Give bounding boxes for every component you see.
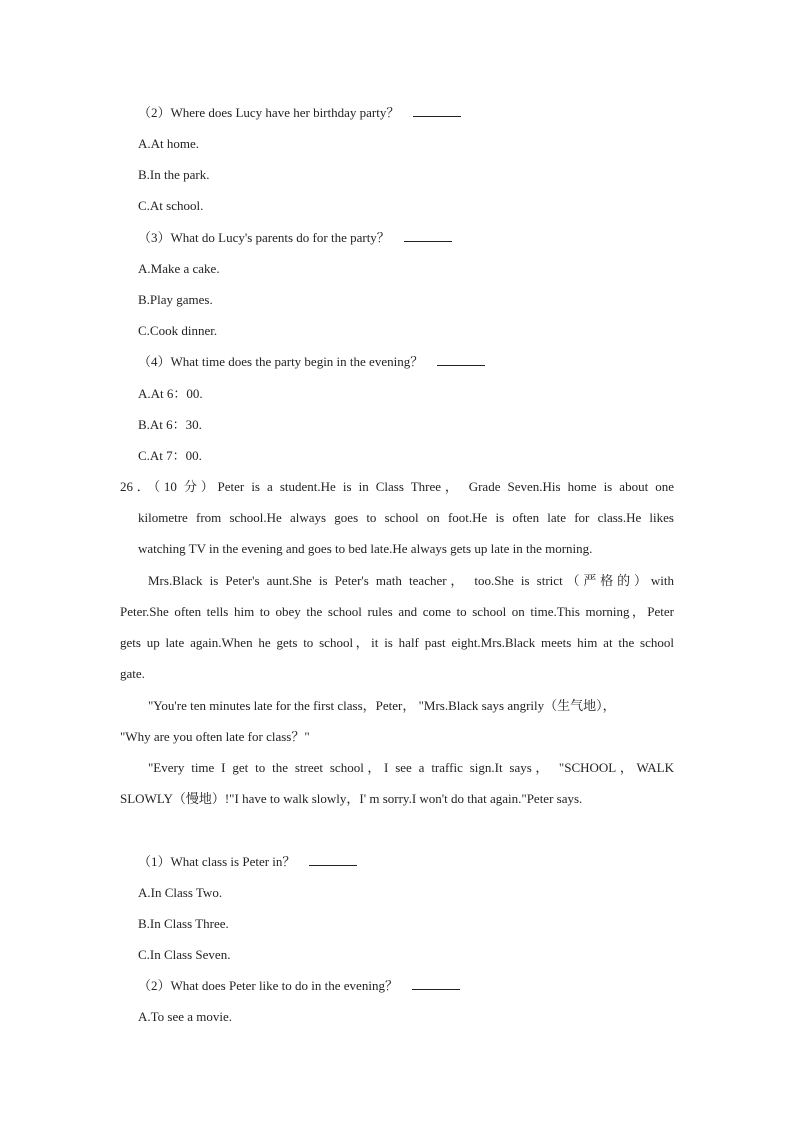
option-b: B.At 6：30. bbox=[138, 417, 202, 432]
question-text: （1）What class is Peter in？ bbox=[138, 854, 296, 869]
answer-blank[interactable] bbox=[437, 353, 485, 366]
option-b: B.Play games. bbox=[138, 292, 213, 307]
option-a: A.In Class Two. bbox=[138, 885, 223, 900]
question-text: （2）Where does Lucy have her birthday party？ bbox=[138, 105, 400, 120]
passage-line: kilometre from school.He always goes to school on foot.He is often late for class.He likes bbox=[138, 510, 674, 525]
option-a: A.To see a movie. bbox=[138, 1009, 233, 1024]
question-1-peter bbox=[138, 853, 357, 871]
passage-line: watching TV in the evening and goes to bed late.He always gets up late in the morning. bbox=[138, 541, 593, 556]
answer-blank[interactable] bbox=[404, 229, 452, 242]
option-b: B.In the park. bbox=[138, 167, 210, 182]
passage-line: Peter.She often tells him to obey the school rules and come to school on time.This morning，Peter bbox=[120, 604, 674, 619]
question-text: （4）What time does the party begin in the evening？ bbox=[138, 354, 424, 369]
option-c: C.At 7：00. bbox=[138, 448, 202, 463]
passage-line: gets up late again.When he gets to school，it is half past eight.Mrs.Black meets him at the school bbox=[120, 635, 674, 650]
question-4-lucy bbox=[138, 353, 485, 371]
passage-line: gate. bbox=[120, 666, 145, 681]
passage-header-line: 26．（10 分）Peter is a student.He is in Class Three， Grade Seven.His home is about one bbox=[120, 479, 674, 494]
question-text: （2）What does Peter like to do in the evening？ bbox=[138, 978, 398, 993]
passage-line: SLOWLY（慢地）!"I have to walk slowly，I' m sorry.I won't do that again."Peter says. bbox=[120, 791, 583, 806]
option-c: C.At school. bbox=[138, 198, 204, 213]
option-a: A.Make a cake. bbox=[138, 261, 220, 276]
passage-line: Mrs.Black is Peter's aunt.She is Peter's math teacher， too.She is strict（严格的）with bbox=[148, 573, 674, 588]
answer-blank[interactable] bbox=[413, 104, 461, 117]
question-3-lucy bbox=[138, 229, 452, 247]
passage-line: "Every time I get to the street school，I see a traffic sign.It says， "SCHOOL，WALK bbox=[148, 760, 674, 775]
option-a: A.At home. bbox=[138, 136, 200, 151]
option-c: C.Cook dinner. bbox=[138, 323, 218, 338]
answer-blank[interactable] bbox=[412, 977, 460, 990]
question-text: （3）What do Lucy's parents do for the party？ bbox=[138, 230, 390, 245]
question-2-peter bbox=[138, 977, 460, 995]
option-a: A.At 6：00. bbox=[138, 386, 203, 401]
question-2-lucy bbox=[138, 104, 461, 122]
answer-blank[interactable] bbox=[309, 853, 357, 866]
option-c: C.In Class Seven. bbox=[138, 947, 231, 962]
passage-line: "You're ten minutes late for the first class，Peter， "Mrs.Black says angrily（生气地）， bbox=[148, 698, 616, 713]
passage-line: "Why are you often late for class？" bbox=[120, 729, 310, 744]
option-b: B.In Class Three. bbox=[138, 916, 229, 931]
